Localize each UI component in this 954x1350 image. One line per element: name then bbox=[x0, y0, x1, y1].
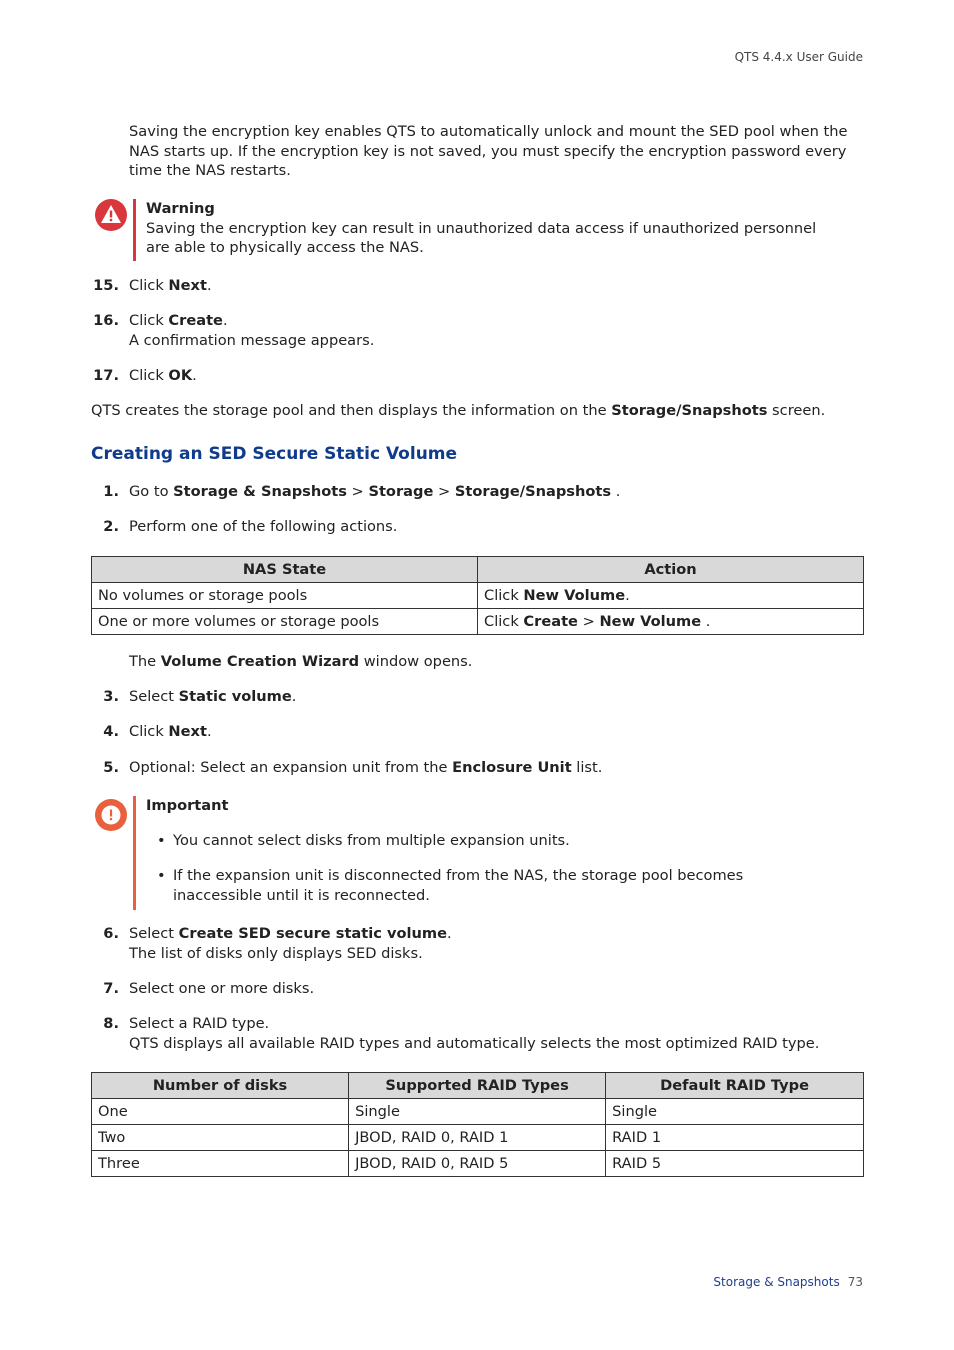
table-header: Number of disks bbox=[92, 1073, 349, 1099]
raid-type-table bbox=[91, 1072, 864, 1177]
important-icon bbox=[95, 799, 127, 831]
table-cell: JBOD, RAID 0, RAID 5 bbox=[349, 1151, 606, 1177]
step-result: A confirmation message appears. bbox=[129, 331, 375, 349]
nas-state-table bbox=[91, 556, 864, 635]
header-title: QTS 4.4.x User Guide bbox=[734, 50, 863, 64]
table-cell: RAID 1 bbox=[606, 1125, 864, 1151]
step-number: 2. bbox=[103, 518, 119, 535]
warning-text: Saving the encryption key can result in unauthorized data access if unauthorized personnel are able to physically access the NAS. bbox=[146, 219, 817, 257]
step-number: 5. bbox=[103, 759, 119, 776]
table-header: Action bbox=[478, 557, 864, 583]
section-title: Creating an SED Secure Static Volume bbox=[91, 444, 458, 464]
step-number: 6. bbox=[103, 925, 119, 942]
step-text: Perform one of the following actions. bbox=[129, 518, 398, 535]
table-cell: Click Create > New Volume . bbox=[478, 609, 864, 635]
table-cell: No volumes or storage pools bbox=[92, 583, 478, 609]
ui-term: Next bbox=[168, 723, 207, 740]
step-number: 16. bbox=[93, 312, 119, 329]
step-text: Select a RAID type. bbox=[129, 1015, 270, 1032]
ui-term: Create bbox=[168, 312, 223, 329]
table-header: NAS State bbox=[92, 557, 478, 583]
page-footer bbox=[713, 1275, 863, 1289]
menu-path-item: Storage & Snapshots bbox=[173, 483, 347, 500]
table-header: Supported RAID Types bbox=[349, 1073, 606, 1099]
step-number: 1. bbox=[103, 483, 119, 500]
table-row bbox=[92, 1125, 864, 1151]
important-title: Important bbox=[146, 797, 229, 814]
table-cell: RAID 5 bbox=[606, 1151, 864, 1177]
table-cell: Two bbox=[92, 1125, 349, 1151]
table-cell: Single bbox=[349, 1099, 606, 1125]
ui-term: Static volume bbox=[178, 688, 292, 705]
result-paragraph: QTS creates the storage pool and then displays the information on the Storage/Snapshots screen. bbox=[91, 402, 826, 419]
warning-title: Warning bbox=[146, 200, 215, 217]
step-result: QTS displays all available RAID types and automatically selects the most optimized RAID type. bbox=[129, 1034, 820, 1052]
ui-term: Create SED secure static volume bbox=[178, 925, 448, 942]
ui-term: Next bbox=[168, 277, 207, 294]
step-number: 17. bbox=[93, 367, 119, 384]
list-item: • You cannot select disks from multiple expansion units. bbox=[146, 831, 826, 851]
wizard-note: The Volume Creation Wizard window opens. bbox=[129, 653, 473, 670]
table-cell: One or more volumes or storage pools bbox=[92, 609, 478, 635]
ui-term: Storage/Snapshots bbox=[611, 402, 768, 419]
table-cell: Single bbox=[606, 1099, 864, 1125]
table-row bbox=[92, 609, 864, 635]
menu-path-item: Storage/Snapshots bbox=[454, 483, 612, 500]
table-header: Default RAID Type bbox=[606, 1073, 864, 1099]
menu-path-item: Storage bbox=[368, 483, 434, 500]
intro-paragraph: Saving the encryption key enables QTS to automatically unlock and mount the SED pool when the NAS starts up. If the encryption key is not saved, you must specify the encryption password every time the NAS restarts. bbox=[129, 123, 848, 180]
step-number: 4. bbox=[103, 723, 119, 740]
footer-section: Storage & Snapshots bbox=[713, 1275, 840, 1289]
table-cell: One bbox=[92, 1099, 349, 1125]
table-cell: JBOD, RAID 0, RAID 1 bbox=[349, 1125, 606, 1151]
table-row bbox=[92, 1151, 864, 1177]
ui-term: Volume Creation Wizard bbox=[160, 653, 360, 670]
table-row bbox=[92, 583, 864, 609]
ui-term: OK bbox=[168, 367, 193, 384]
warning-icon bbox=[95, 199, 127, 231]
step-number: 3. bbox=[103, 688, 119, 705]
table-cell: Click New Volume. bbox=[478, 583, 864, 609]
table-row bbox=[92, 1099, 864, 1125]
step-number: 8. bbox=[103, 1015, 119, 1032]
step-number: 15. bbox=[93, 277, 119, 294]
step-text: Select one or more disks. bbox=[129, 980, 315, 997]
important-bar bbox=[133, 796, 136, 910]
step-number: 7. bbox=[103, 980, 119, 997]
step-result: The list of disks only displays SED disks. bbox=[129, 944, 423, 962]
warning-bar bbox=[133, 199, 136, 261]
page-number: 73 bbox=[847, 1275, 863, 1289]
list-item: • If the expansion unit is disconnected from the NAS, the storage pool becomes inaccessible until it is reconnected. bbox=[146, 866, 826, 905]
ui-term: Enclosure Unit bbox=[452, 759, 572, 776]
table-cell: Three bbox=[92, 1151, 349, 1177]
